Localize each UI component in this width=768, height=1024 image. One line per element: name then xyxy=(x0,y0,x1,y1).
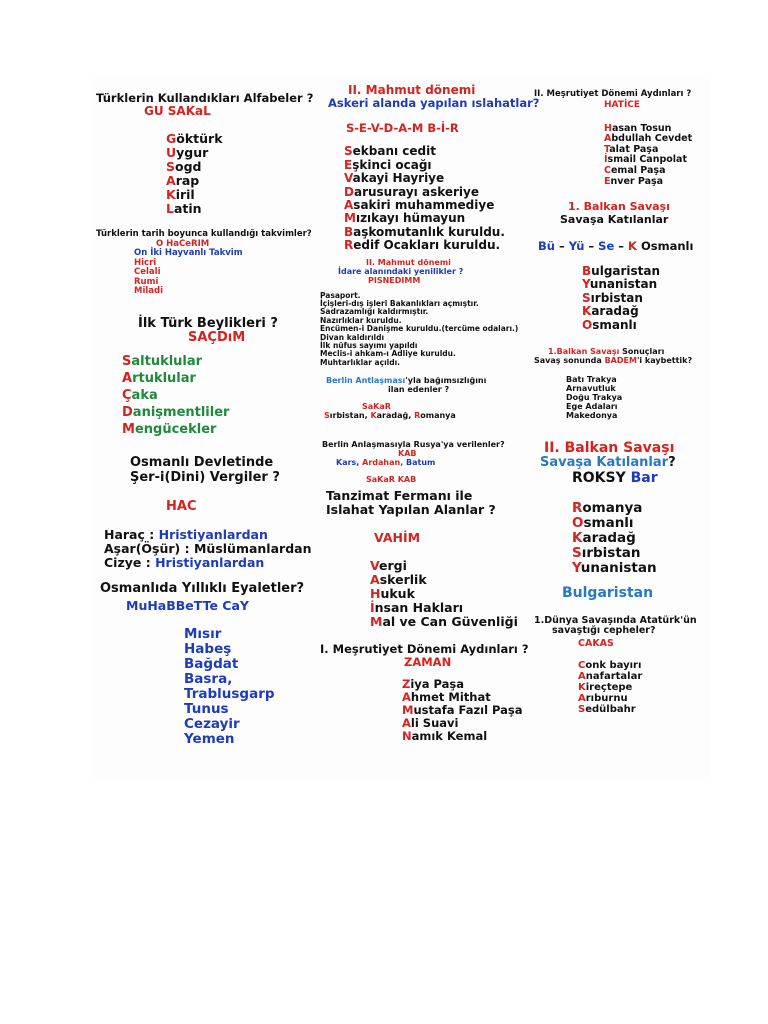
sonuc-question-1: 1.Balkan Savaşı Sonuçları xyxy=(548,347,665,357)
idare-code: PISNEDIMM xyxy=(368,275,421,285)
list-item: Haraç : Hristiyanlardan xyxy=(104,527,268,543)
berlin2-code: KAB xyxy=(398,448,417,458)
balkan2-code: ROKSY Bar xyxy=(572,469,658,486)
berlin1-question-2: ilan edenler ? xyxy=(388,385,450,395)
list-item: Karadağ xyxy=(582,304,639,319)
column-3 xyxy=(530,90,710,716)
berlin1-question: Berlin Antlaşması'yla bağımsızlığını xyxy=(326,376,487,386)
beylik-code: SAÇDıM xyxy=(188,330,246,346)
balkan1-question: Savaşa Katılanlar xyxy=(560,212,669,226)
list-item: Yunanistan xyxy=(572,560,657,577)
list-item: Cezayir xyxy=(184,716,240,733)
list-item: Yunanistan xyxy=(582,277,658,292)
list-item: Ege Adaları xyxy=(566,401,618,411)
dunya-code: CAKAS xyxy=(578,638,614,650)
column-2 xyxy=(318,83,540,743)
eyalet-code: MuHaBBeTTe CaY xyxy=(126,597,249,613)
list-item: Eşkinci ocağı xyxy=(344,157,432,172)
list-item: Mızıkayı hümayun xyxy=(344,211,466,226)
mesrutiyet2-code: HATİCE xyxy=(604,99,641,110)
alphabets-list xyxy=(166,132,318,216)
balkan1-list xyxy=(582,265,710,332)
list-item: Muhtarlıklar açıldı. xyxy=(320,357,400,367)
list-item: Osmanlı xyxy=(582,317,637,332)
list-item: Latin xyxy=(166,201,202,217)
balkan2-question: Savaşa Katılanlar? xyxy=(540,455,676,471)
list-item: Doğu Trakya xyxy=(566,392,623,402)
tanzimat-question-1: Tanzimat Fermanı ile xyxy=(326,487,473,503)
list-item: Ahmet Mithat xyxy=(402,690,491,705)
taxes-question-1: Osmanlı Devletinde xyxy=(130,455,274,471)
list-item: Nazırlıklar kuruldu. xyxy=(320,315,402,325)
list-item: Ziya Paşa xyxy=(402,677,465,692)
list-item: İlk nüfus sayımı yapıldı xyxy=(320,340,418,350)
list-item: Askerlik xyxy=(370,571,427,587)
eyalet-list xyxy=(184,627,318,748)
taxes-list xyxy=(104,528,318,570)
list-item: Saltuklular xyxy=(122,354,203,370)
taxes-question-2: Şer-i(Dini) Vergiler ? xyxy=(130,470,280,486)
list-item: Kiril xyxy=(166,187,195,203)
list-item: Aşar(Öşür) : Müslümanlardan xyxy=(104,541,312,557)
list-item: Basra, xyxy=(184,670,233,687)
mesrutiyet1-question: I. Meşrutiyet Dönemi Aydınları ? xyxy=(320,641,529,656)
list-item: Hicri xyxy=(134,257,157,268)
beylik-list xyxy=(122,354,318,438)
list-item: Ali Suavi xyxy=(402,716,459,731)
sonuc-question-2: Savaş sonunda BADEM'i kaybettik? xyxy=(534,355,693,365)
list-item: Trablusgarp xyxy=(184,686,275,703)
mahmut-title: II. Mahmut dönemi xyxy=(348,83,476,97)
calendars-code: O HaCeRIM xyxy=(156,238,210,249)
list-item: On İki Hayvanlı Takvim xyxy=(134,248,243,259)
list-item: Cizye : Hristiyanlardan xyxy=(104,555,265,571)
list-item: Artuklular xyxy=(122,370,196,386)
list-item: Mal ve Can Güvenliği xyxy=(370,613,518,629)
tanzimat-list xyxy=(370,559,530,629)
dunya-question-1: 1.Dünya Savaşında Atatürk'ün xyxy=(534,614,697,626)
list-item: Talat Paşa xyxy=(604,143,659,155)
tanzimat-code: VAHİM xyxy=(374,529,421,545)
calendars-question: Türklerin tarih boyunca kullandığı takvimler? xyxy=(96,229,312,240)
list-item: Arıburnu xyxy=(578,693,628,705)
list-item: Habeş xyxy=(184,640,232,657)
balkan1-code: Bü – Yü – Se – K Osmanlı xyxy=(538,238,694,253)
mesrutiyet2-list xyxy=(604,124,710,188)
list-item: Çaka xyxy=(122,387,158,403)
list-item: Mısır xyxy=(184,625,222,642)
balkan2-list xyxy=(572,501,710,577)
idare-question: İdare alanındaki yenilikler ? xyxy=(338,266,464,276)
list-item: Batı Trakya xyxy=(566,374,617,384)
mesrutiyet1-list xyxy=(402,678,530,742)
balkan2-title: II. Balkan Savaşı xyxy=(544,439,675,456)
list-item: Sedülbahr xyxy=(578,704,636,716)
list-item: Sırbistan xyxy=(582,290,643,305)
list-item: Miladi xyxy=(134,286,164,297)
calendars-list xyxy=(134,249,318,297)
alphabets-question: Türklerin Kullandıkları Alfabeler ? xyxy=(96,91,314,105)
list-item: Yemen xyxy=(184,731,235,748)
list-item: Namık Kemal xyxy=(402,728,488,743)
mahmut-list xyxy=(344,145,530,253)
balkan1-title: 1. Balkan Savaşı xyxy=(568,200,670,214)
berlin1-code: SaKaR xyxy=(362,401,391,411)
berlin2-question: Berlin Anlaşmasıyla Rusya'ya verilenler? xyxy=(322,439,505,449)
mnemonic-summary: SaKaR KAB xyxy=(366,474,417,484)
idare-title: II. Mahmut dönemi xyxy=(366,257,451,267)
list-item: Rumi xyxy=(134,276,159,287)
list-item: Makedonya xyxy=(566,410,618,420)
list-item: Danişmentliler xyxy=(122,404,230,420)
list-item: İsmail Canpolat xyxy=(604,154,688,166)
list-item: Kireçtepe xyxy=(578,682,633,694)
list-item: Hukuk xyxy=(370,585,415,601)
tanzimat-question-2: Islahat Yapılan Alanlar ? xyxy=(326,501,496,517)
list-item: Başkomutanlık kuruldu. xyxy=(344,224,505,239)
list-item: Sekbanı cedit xyxy=(344,144,436,159)
list-item: Enver Paşa xyxy=(604,175,664,187)
list-item: Celali xyxy=(134,267,161,278)
beylik-question: İlk Türk Beylikleri ? xyxy=(138,315,278,331)
mahmut-code: S-E-V-D-A-M B-İ-R xyxy=(346,121,459,136)
dunya-question-2: savaştığı cepheler? xyxy=(552,625,656,637)
list-item: Vakayi Hayriye xyxy=(344,171,445,186)
mahmut-question: Askeri alanda yapılan ıslahatlar? xyxy=(328,96,540,111)
list-item: Anafartalar xyxy=(578,670,643,682)
berlin1-answer: Sırbistan, Karadağ, Romanya xyxy=(324,410,456,420)
list-item: Arap xyxy=(166,173,200,189)
list-item: Encümen-i Danişme kuruldu.(tercüme odaları.) xyxy=(320,324,519,334)
list-item: Sırbistan xyxy=(572,544,641,561)
list-item: Darusurayı askeriye xyxy=(344,184,480,199)
list-item: Abdullah Cevdet xyxy=(604,133,693,145)
list-item: İçişleri-dış işleri Bakanlıkları açmıştır. xyxy=(320,298,479,308)
mesrutiyet1-code: ZAMAN xyxy=(404,654,452,669)
list-item: Romanya xyxy=(572,499,643,516)
list-item: Asakiri muhammediye xyxy=(344,197,495,212)
balkan2-extra: Bulgaristan xyxy=(562,585,654,602)
alphabets-code: GU SAKaL xyxy=(144,103,211,118)
dunya-list xyxy=(578,660,710,716)
list-item: Mengücekler xyxy=(122,421,217,437)
list-item: Meclis-i ahkam-ı Adliye kuruldu. xyxy=(320,349,456,359)
list-item: Bulgaristan xyxy=(582,263,661,278)
list-item: Arnavutluk xyxy=(566,383,616,393)
list-item: Pasaport. xyxy=(320,290,361,300)
list-item: Tunus xyxy=(184,701,229,718)
idare-list xyxy=(320,292,530,368)
eyalet-question: Osmanlıda Yıllıklı Eyaletler? xyxy=(100,581,305,597)
list-item: Osmanlı xyxy=(572,514,634,531)
list-item: Uygur xyxy=(166,145,209,161)
column-1 xyxy=(96,92,318,748)
list-item: Cemal Paşa xyxy=(604,165,666,177)
list-item: İnsan Hakları xyxy=(370,599,464,615)
list-item: Bağdat xyxy=(184,655,239,672)
list-item: Mustafa Fazıl Paşa xyxy=(402,703,523,718)
list-item: Sadrazamlığı kaldırmıştır. xyxy=(320,307,429,317)
list-item: Redif Ocakları kuruldu. xyxy=(344,238,501,253)
list-item: Conk bayırı xyxy=(578,659,642,671)
list-item: Göktürk xyxy=(166,131,223,147)
mesrutiyet2-question: II. Meşrutiyet Dönemi Aydınları ? xyxy=(534,89,692,99)
sonuc-list xyxy=(566,376,710,421)
list-item: Sogd xyxy=(166,159,202,175)
list-item: Hasan Tosun xyxy=(604,122,672,134)
list-item: Vergi xyxy=(370,557,407,573)
taxes-code: HAC xyxy=(166,498,197,514)
list-item: Divan kaldırıldı xyxy=(320,332,385,342)
berlin2-answer: Kars, Ardahan, Batum xyxy=(336,457,436,467)
list-item: Karadağ xyxy=(572,529,636,546)
